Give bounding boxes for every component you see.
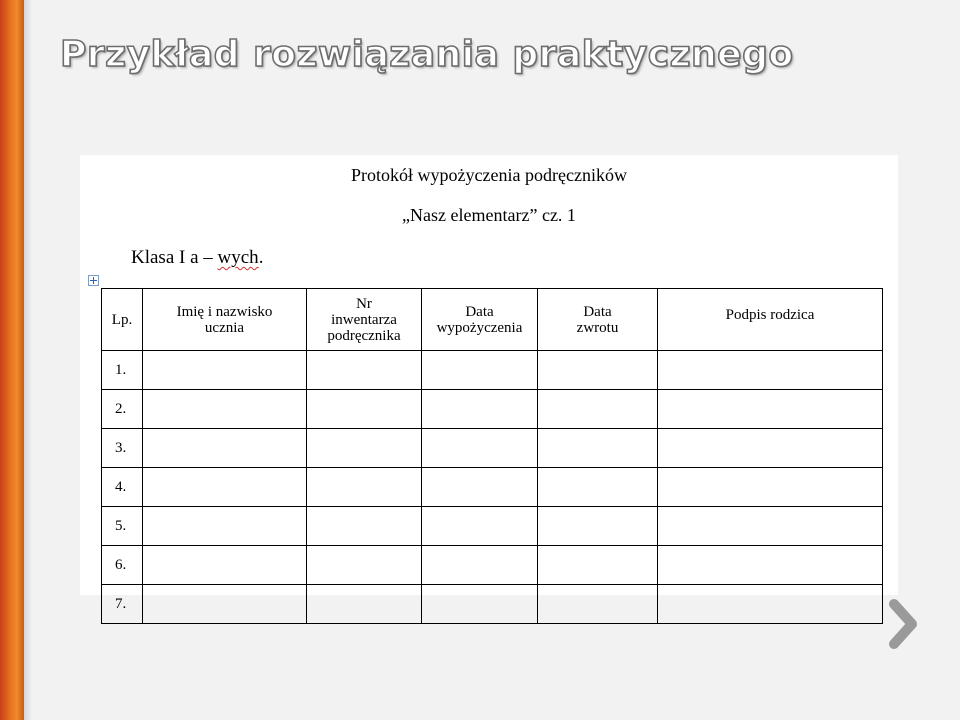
- loan-date-cell: [422, 390, 538, 429]
- header-loan-line1: Data: [465, 303, 494, 320]
- header-loan-line2: wypożyczenia: [436, 319, 523, 336]
- row-number: 5.: [102, 507, 143, 546]
- table-row: [102, 429, 883, 468]
- loan-date-cell: [422, 468, 538, 507]
- class-label-suffix: .: [258, 247, 264, 268]
- row-number: 3.: [102, 429, 143, 468]
- row-number: 7.: [102, 585, 143, 624]
- name-cell: [143, 585, 307, 624]
- table-row: [102, 585, 883, 624]
- signature-cell: [658, 351, 883, 390]
- header-signature: [658, 289, 883, 351]
- row-number: 4.: [102, 468, 143, 507]
- class-label-wych: wych: [217, 247, 259, 268]
- class-label-prefix: Klasa I a –: [131, 247, 218, 268]
- return-date-cell: [538, 390, 658, 429]
- chevron-right-icon[interactable]: [884, 598, 924, 650]
- return-date-cell: [538, 351, 658, 390]
- table-row: [102, 468, 883, 507]
- table-row: [102, 351, 883, 390]
- side-accent-shadow: [24, 0, 32, 720]
- loan-date-cell: [422, 429, 538, 468]
- header-lp-text: Lp.: [111, 311, 133, 328]
- header-name-line2: ucznia: [204, 319, 245, 336]
- signature-cell: [658, 585, 883, 624]
- header-name: [143, 289, 307, 351]
- table-move-icon[interactable]: [88, 275, 99, 286]
- name-cell: [143, 390, 307, 429]
- signature-cell: [658, 546, 883, 585]
- header-name-line1: Imię i nazwisko: [176, 303, 273, 320]
- inventory-cell: [307, 468, 422, 507]
- header-inventory: [307, 289, 422, 351]
- loan-date-cell: [422, 585, 538, 624]
- header-lp: [102, 289, 143, 351]
- document-image: [80, 155, 898, 612]
- inventory-cell: [307, 351, 422, 390]
- inventory-cell: [307, 429, 422, 468]
- name-cell: [143, 546, 307, 585]
- loan-protocol-table: [101, 288, 883, 624]
- header-inventory-line2: inwentarza: [331, 311, 397, 328]
- name-cell: [143, 429, 307, 468]
- signature-cell: [658, 429, 883, 468]
- signature-cell: [658, 390, 883, 429]
- header-loan-date: [422, 289, 538, 351]
- header-inventory-line3: podręcznika: [327, 327, 401, 344]
- inventory-cell: [307, 390, 422, 429]
- inventory-cell: [307, 507, 422, 546]
- return-date-cell: [538, 546, 658, 585]
- inventory-cell: [307, 546, 422, 585]
- signature-cell: [658, 507, 883, 546]
- return-date-cell: [538, 429, 658, 468]
- row-number: 2.: [102, 390, 143, 429]
- return-date-cell: [538, 585, 658, 624]
- table-row: [102, 546, 883, 585]
- row-number: 6.: [102, 546, 143, 585]
- side-accent-bar: [0, 0, 24, 720]
- loan-date-cell: [422, 546, 538, 585]
- table-row: [102, 507, 883, 546]
- return-date-cell: [538, 468, 658, 507]
- header-return-date: [538, 289, 658, 351]
- table-header-row: [102, 289, 883, 351]
- document-subtitle: „Nasz elementarz” cz. 1: [402, 205, 576, 225]
- inventory-cell: [307, 585, 422, 624]
- loan-date-cell: [422, 351, 538, 390]
- signature-cell: [658, 468, 883, 507]
- header-return-line1: Data: [583, 303, 612, 320]
- header-return-line2: zwrotu: [576, 319, 619, 336]
- header-signature-text: Podpis rodzica: [725, 307, 815, 323]
- return-date-cell: [538, 507, 658, 546]
- row-number: 1.: [102, 351, 143, 390]
- document-title: Protokół wypożyczenia podręczników: [351, 165, 627, 185]
- class-label: [131, 247, 263, 269]
- slide-title: Przykład rozwiązania praktycznego: [60, 34, 794, 75]
- loan-date-cell: [422, 507, 538, 546]
- header-inventory-line1: Nr: [356, 295, 372, 312]
- name-cell: [143, 351, 307, 390]
- table-body: [102, 351, 883, 624]
- table-row: [102, 390, 883, 429]
- name-cell: [143, 507, 307, 546]
- name-cell: [143, 468, 307, 507]
